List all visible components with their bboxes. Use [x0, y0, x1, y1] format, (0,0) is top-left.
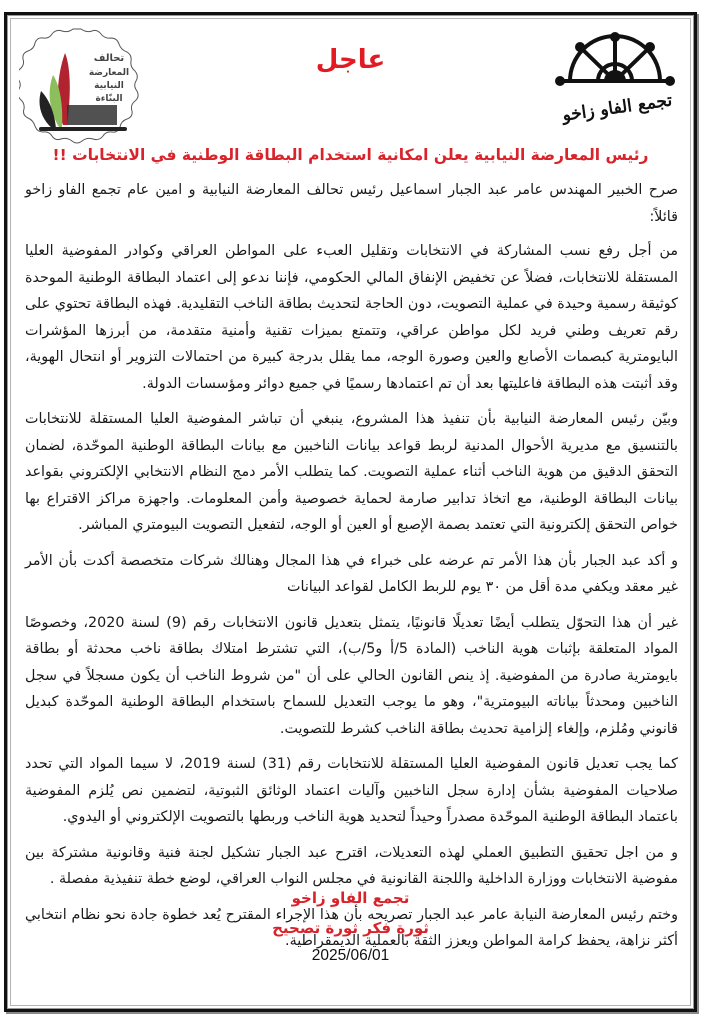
- paragraph-committee: و من اجل تحقيق التطبيق العملي لهذه التعديلات، اقترح عبد الجبار تشكيل لجنة فنية وقانونية مشتركة بين مفوضية الانتخابات ووزارة الداخلية واللجنة القانونية في مجلس النواب العراقي، لوضع خطة تنفيذية مفصلة .: [25, 844, 678, 887]
- paragraph-intro: صرح الخبير المهندس عامر عبد الجبار اسماعيل رئيس تحالف المعارضة النيابية و امين عام تجمع الفاو زاخو قائلاً:: [25, 182, 678, 225]
- paragraph-conclusion: وختم رئيس المعارضة النيابة عامر عبد الجبار تصريحه بأن هذا الإجراء المقترح يُعد خطوة جادة نحو نظام انتخابي أكثر نزاهة، يحفظ كرامة المواطن ويعزز الثقة بالعملية الديمقراطية.: [25, 906, 678, 949]
- signature-organization: تجمع الفاو زاخو: [291, 889, 410, 907]
- paragraph-commission-law: كما يجب تعديل قانون المفوضية العليا المستقلة للانتخابات رقم (31) لسنة 2019، لا سيما المواد التي تحدد صلاحيات المفوضية بشأن إدارة سجل الناخبين وآليات اعتماد الوثائق الثبوتية، لتضمين نص يُلزم المفوضية باعتماد البطاقة الوطنية الموحّدة مصدراً وحيداً لتحديد هوية الناخب وربطها بالتصويت الإلكتروني أو اليدوي.: [25, 756, 678, 825]
- paragraph-election-law: غير أن هذا التحوّل يتطلب أيضًا تعديلًا قانونيًا، يتمثل بتعديل قانون الانتخابات رقم (9) لسنة 2020، وخصوصًا المواد المتعلقة بإثبات هوية الناخب (المادة 5/أ و5/ب)، التي تشترط امتلاك بطاقة ناخب محدثة أو بطاقة بايومترية صادرة من المفوضية. إذ ينص القانون الحالي على أن "من شروط الناخب أن يكون مسجلاً في سجل الناخبين ومحدثاً بياناته البيومترية"، وهو ما يوجب التعديل للسماح باستخدام البطاقة الوطنية الموحّدة كبديل قانوني ومُلزم، وإلغاء إلزامية تحديث بطاقة الناخب كشرط للتصويت.: [25, 614, 678, 737]
- svg-text:المعارضة: المعارضة: [88, 68, 130, 78]
- svg-text:تجمع الفاو زاخو: تجمع الفاو زاخو: [561, 90, 674, 126]
- paragraph-implementation: وبيّن رئيس المعارضة النيابية بأن تنفيذ هذا المشروع، ينبغي أن تباشر المفوضية العليا المستقلة للانتخابات بالتنسيق مع مديرية الأحوال المدنية لربط قواعد بيانات الناخبين مع بيانات البطاقة الوطنية الموحّدة، لضمان التحقق الدقيق من هوية الناخب أثناء عملية التصويت. كما يتطلب الأمر دمج النظام الانتخابي الإلكتروني بقواعد بيانات البطاقة الوطنية، مع اتخاذ تدابير صارمة لحماية خصوصية وأمن المعلومات. واجهزة مراكز الاقتراع بها خواص التحقق إلكترونية التي تعتمد بصمة الإصبع أو العين أو الوجه، لتفعيل التصويت البيومتري المباشر.: [25, 411, 678, 533]
- svg-text:النيابية: النيابية: [94, 81, 124, 91]
- article-body: [25, 177, 678, 964]
- svg-text:البنّاءة: البنّاءة: [95, 94, 123, 104]
- paragraph-proposal: من أجل رفع نسب المشاركة في الانتخابات وتقليل العبء على المواطن العراقي وكوادر المفوضية العليا المستقلة للانتخابات، فضلاً عن تخفيض الإنفاق المالي الحكومي، فإننا ندعو إلى اعتماد البطاقة الوطنية الموحدة كوثيقة رسمية وحيدة في عملية التصويت، دون الحاجة لتحديث بطاقة الناخب التقليدية. فهذه البطاقة تحتوي على رقم تعريف وطني فريد لكل مواطن عراقي، وتتمتع بميزات تقنية وأمنية متقدمة، من أبرزها المؤشرات البايومترية كبصمات الأصابع والعين وصورة الوجه، مما يقلل بدرجة كبيرة من احتمالات التزوير أو انتحال الهوية، وقد أثبتت هذه البطاقة فاعليتها بعد أن تم اعتمادها رسميًا في جميع دوائر ومؤسسات الدولة.: [25, 243, 678, 392]
- coalition-logo: [19, 25, 144, 145]
- ship-wheel-logo: [550, 29, 680, 139]
- document-header: [7, 15, 694, 135]
- coalition-logo-icon: [19, 25, 144, 145]
- document-frame: [4, 12, 697, 1012]
- paragraph-experts: و أكد عبد الجبار بأن هذا الأمر تم عرضه على خبراء في هذا المجال وهنالك شركات متخصصة أكدت بأن الأمر غير معقد ويكفي مدة أقل من ٣٠ يوم للربط الكامل لقواعد البيانات: [25, 552, 678, 595]
- urgent-label: عاجل: [315, 45, 386, 75]
- ship-wheel-icon: [550, 29, 680, 139]
- signature-slogan: ثورة فكر ثورة تصحيح: [272, 919, 429, 937]
- headline: رئيس المعارضة النيابية يعلن امكانية استخدام البطاقة الوطنية في الانتخابات !!: [52, 146, 649, 164]
- signature-date: 2025/06/01: [311, 947, 390, 964]
- svg-text:تحالف: تحالف: [93, 53, 125, 64]
